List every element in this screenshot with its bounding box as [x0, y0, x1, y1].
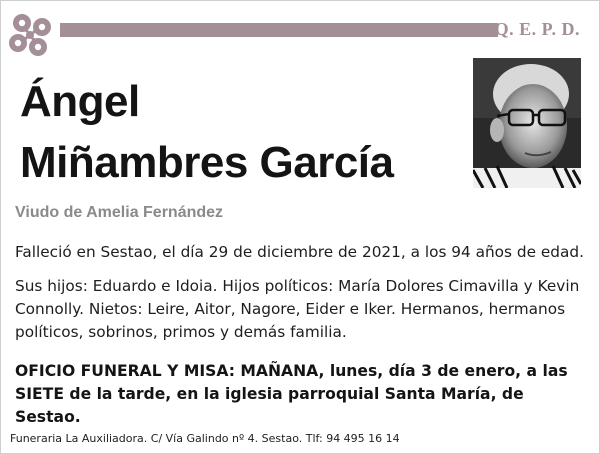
portrait-photo	[473, 58, 581, 188]
first-name: Ángel	[20, 77, 140, 126]
qepd-label: Q. E. P. D.	[494, 19, 580, 39]
widow-line: Viudo de Amelia Fernández	[15, 204, 224, 221]
death-notice: Falleció en Sestao, el día 29 de diciembre de 2021, a los 94 años de edad.	[15, 243, 584, 261]
header-bar	[60, 23, 498, 37]
funeral-home-footer: Funeraria La Auxiliadora. C/ Vía Galindo nº 4. Sestao. Tlf: 94 495 16 14	[10, 432, 400, 445]
lauburu-icon	[4, 9, 56, 61]
funeral-details: OFICIO FUNERAL Y MISA: MAÑANA, lunes, día 3 de enero, a las SIETE de la tarde, en la iglesia parroquial Santa María, de Sestao.	[15, 362, 568, 426]
family-list: Sus hijos: Eduardo e Idoia. Hijos políticos: María Dolores Cimavilla y Kevin Connolly. Nietos: Leire, Aitor, Nagore, Eider e Iker. Hermanos, hermanos políticos, sobrinos, primos y demás familia.	[15, 277, 580, 341]
surnames: Miñambres García	[20, 138, 394, 187]
